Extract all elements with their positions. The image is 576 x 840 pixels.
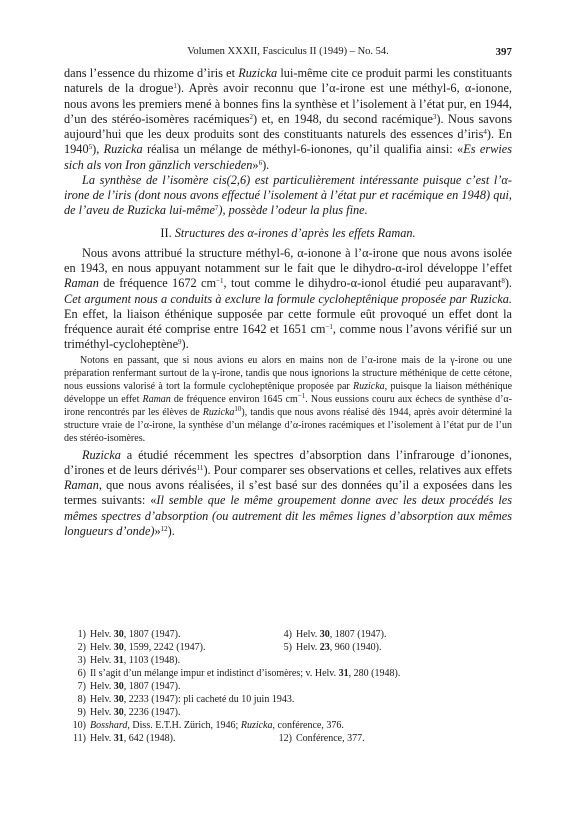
footnote-ref[interactable]: 4 <box>483 128 487 136</box>
footnote-ref[interactable]: 5 <box>88 143 93 152</box>
footnote-row <box>64 628 512 641</box>
footnote-10: 10) Bosshard, Diss. E.T.H. Zürich, 1946; Ruzicka, conférence, 376. <box>72 720 344 732</box>
running-title: Volumen XXXII, Fasciculus II (1949) – No. 54. <box>187 46 389 57</box>
footnote-ref[interactable]: 10 <box>234 404 242 413</box>
footnote-ref[interactable]: 6 <box>258 158 263 167</box>
footnote-9: 9) Helv. 30, 2236 (1947). <box>77 707 181 719</box>
footnote-row <box>64 693 512 706</box>
running-header <box>64 46 512 62</box>
main-text <box>64 66 512 539</box>
footnote-ref[interactable]: 7 <box>214 204 219 213</box>
footnote-row <box>64 654 512 667</box>
footnote-4: 4) Helv. 30, 1807 (1947). <box>283 629 387 640</box>
footnote-11: 11) Helv. 31, 642 (1948). <box>73 733 176 745</box>
paragraph-4: Ruzicka a étudié récemment les spectres d’absorption dans l’infrarouge d’ionones, d’irones et de leurs dérivés$^{11}$). Pour comparer ses observations et celles, relatives aux effets Raman, que nous avons réalisées, il s’est basé sur des données qu’il a exposées dans les termes suivants: «Il semble que le même groupement donne avec les deux procédés les mêmes spectres d’absorption (ou autrement dit les mêmes lignes d’absorption aux mêmes longueurs d’onde)»$^{12}$). <box>64 447 512 538</box>
paragraph-2: La synthèse de l’isomère cis(2,6) est particulièrement intéressante puisque c’est l’α-irone de l’iris (dont nous avons effectué l’isolement à l’état pur et racémique en 1948) qui, de l’aveu de Ruzicka lui-même$^7$), possède l’odeur la plus fine. <box>64 172 512 218</box>
footnote-row <box>64 667 512 680</box>
paragraph-3: Nous avons attribué la structure méthyl-6, α-ionone à l’α-irone que nous avons isolée en 1943, en nous appuyant notamment sur le fait que le dihydro-α-irol développe l’effet Raman de fréquence 1672 $cm^{-1}$, tout comme le dihydro-α-ionol étudié peu auparavant$^8$). Cet argument nous a conduits à exclure la formule cycloheptênique proposée par Ruzicka. En effet, la liaison éthénique supposée par cette formule eût provoqué un effet dont la fréquence aurait été comprise entre 1642 et 1651 $cm^{-1}$, comme nous l’avons vérifié sur un triméthyl-cycloheptène$^9$). <box>64 245 512 352</box>
footnote-8: 8) Helv. 30, 2233 (1947): pli cacheté du 10 juin 1943. <box>77 694 295 706</box>
footnote-3: 3) Helv. 31, 1103 (1948). <box>77 655 181 667</box>
section-heading: II. Structures des α-irones d’après les effets Raman. <box>160 225 416 240</box>
footnote-7: 7) Helv. 30, 1807 (1947). <box>77 681 181 693</box>
footnote-6: 6) Il s’agit d’un mélange impur et indistinct d’isomères; v. Helv. 31, 280 (1948). <box>77 668 401 680</box>
footnote-ref[interactable]: 9 <box>178 338 182 347</box>
footnote-row <box>64 641 512 654</box>
footnote-row <box>64 680 512 693</box>
footnotes <box>64 628 512 745</box>
footnote-12: 12) Conférence, 377. <box>278 733 365 745</box>
footnote-row <box>64 706 512 719</box>
small-print-note: Notons en passant, que si nous avions eu alors en mains non de l’α-irone mais de la γ-irone ou une préparation renfermant surtout de la γ-irone, tandis que nous ignorions la structure méthénique de cette cétone, nous eussions valorisé à tort la formule cycloheptênique proposée par Ruzicka, puisque la liaison méthénique développe un effet Raman de fréquence environ 1645 $cm^{-1}$. Nous eussions couru aux échecs de synthèse d’α-irone rencontrés par les élèves de Ruzicka$^{10}$), tandis que nous avons réalisé dès 1944, après avoir déterminé la structure vraie de l’α-irone, la synthèse d’un mélange d’α-irones racémiques et l’isolement à l’état pur de l’un des stéréo-isomères. <box>64 354 513 444</box>
page-number: 397 <box>495 46 512 58</box>
footnote-ref[interactable]: 2 <box>249 112 254 121</box>
footnote-ref[interactable]: 3 <box>432 112 437 121</box>
paragraph-1: dans l’essence du rhizome d’iris et Ruzicka lui-même cite ce produit parmi les constituants naturels de la drogue$^1$). Après avoir reconnu que l’α-irone est une méthyl-6, α-ionone, nous avons les premiers mené à bonnes fins la synthèse et l’isolement à l’état pur, en 1944, d’un des stéréo-isomères racémiques$^2$) et, en 1948, du second racémique$^3$). Nous savons aujourd’hui que les deux produits sont des constituants naturels des essences d’iris$^4$). En 1940$^5$), Ruzicka réalisa un mélange de méthyl-6-ionones, qu’il qualifia ainsi: «Es erwies sich als von Iron gänzlich verschieden»$^6$). <box>64 66 513 172</box>
footnote-5: 5) Helv. 23, 960 (1940). <box>283 642 382 654</box>
footnote-1: 1) Helv. 30, 1807 (1947). <box>77 629 181 640</box>
footnote-ref[interactable]: 1 <box>173 82 177 91</box>
footnote-ref[interactable]: 8 <box>501 277 505 286</box>
footnote-row <box>64 719 512 732</box>
footnote-ref[interactable]: 12 <box>160 524 168 533</box>
footnote-ref[interactable]: 11 <box>196 463 204 472</box>
footnote-2: 2) Helv. 30, 1599, 2242 (1947). <box>77 642 206 654</box>
footnote-row <box>64 732 512 745</box>
